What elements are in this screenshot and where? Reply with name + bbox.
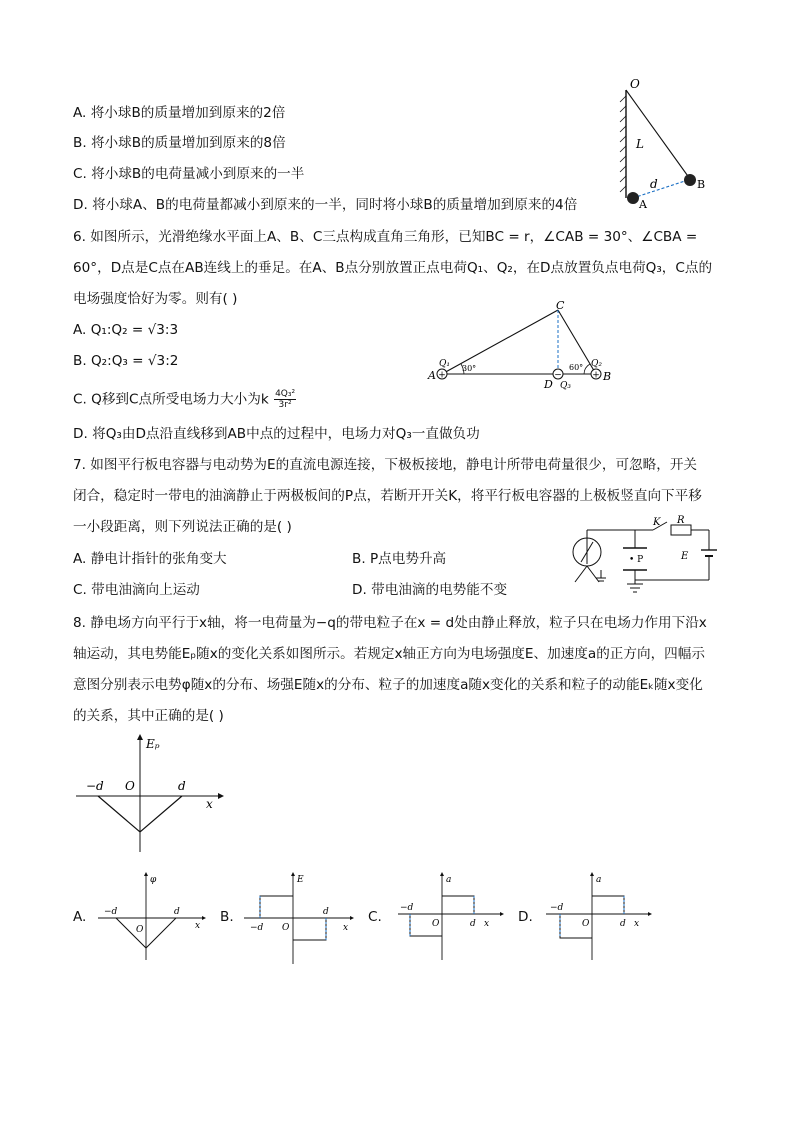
b-e-negative-segment: [293, 918, 326, 940]
q6-stem-line-1: 6. 如图所示，光滑绝缘水平面上A、B、C三点构成直角三角形，已知BC = r，∠CAB = 30°、∠CBA =: [73, 229, 698, 245]
q8-choice-a-letter: A.: [73, 909, 87, 925]
q6-option-a: A. Q₁:Q₂ = √3:3: [73, 322, 179, 338]
d-a-positive-segment: [592, 896, 624, 914]
q5-option-a: A. 将小球B的质量增加到原来的2倍: [73, 105, 286, 121]
ep-x-arrow: [218, 793, 224, 799]
ep-pos-d-label: d: [178, 779, 186, 793]
d-x-label: x: [634, 919, 640, 929]
resistor-r: [671, 525, 691, 535]
b-x-arrow: [350, 916, 354, 920]
q8-ep-graph: [72, 732, 232, 856]
c-x-label: x: [484, 919, 490, 929]
c-y-label: a: [446, 875, 452, 885]
q8-choice-b-letter: B.: [220, 909, 234, 925]
q7-option-c: C. 带电油滴向上运动: [73, 582, 200, 598]
fraction-numerator: 4Q₃²: [275, 389, 296, 399]
q7-option-b: B. P点电势升高: [352, 551, 447, 567]
q7-stem-line-3: 一小段距离，则下列说法正确的是( ): [73, 519, 292, 535]
d-neg-d-label: −d: [550, 903, 564, 913]
d-y-label: a: [596, 875, 602, 885]
point-d-label: D: [544, 378, 553, 391]
point-c-label: C: [556, 300, 565, 312]
string-line: [626, 90, 690, 179]
ball-a-label: A: [639, 198, 647, 210]
q8-choice-d-letter: D.: [518, 909, 533, 925]
point-a-label: A: [428, 369, 436, 382]
angle-b-label: 60°: [569, 363, 584, 372]
length-l-label: L: [636, 137, 644, 151]
angle-b-arc: [584, 364, 590, 374]
a-y-arrow: [144, 872, 148, 876]
resistor-r-label: R: [677, 515, 685, 526]
q7-stem-line-1: 7. 如图平行板电容器与电动势为E的直流电源连接，下极板接地，静电计所带电荷量很少，可忽略，开关: [73, 457, 698, 473]
b-y-arrow: [291, 872, 295, 876]
q7-stem-line-2: 闭合，稳定时一带电的油滴静止于两极板间的P点，若断开开关K，将平行板电容器的上极板竖直向下平移: [73, 488, 702, 504]
ep-y-arrow: [137, 734, 143, 740]
a-pos-d-label: d: [174, 907, 180, 917]
ball-a: [627, 192, 639, 204]
q7-option-d: D. 带电油滴的电势能不变: [352, 582, 508, 598]
q8-choice-d-graph: [542, 870, 658, 962]
d-pos-d-label: d: [620, 919, 626, 929]
c-neg-d-label: −d: [400, 903, 414, 913]
q5-option-d: D. 将小球A、B的电荷量都减小到原来的一半，同时将小球B的质量增加到原来的4倍: [73, 197, 578, 213]
charge-a-sign: +: [438, 370, 446, 381]
q5-pendulum-figure: [608, 76, 718, 210]
charge-b-sign: +: [592, 370, 600, 381]
ball-b-label: B: [697, 178, 706, 191]
q6-triangle-figure: [424, 300, 614, 392]
point-p-label: • P: [629, 555, 644, 565]
c-origin-label: O: [432, 919, 440, 929]
q8-stem-line-1: 8. 静电场方向平行于x轴，将一电荷量为−q的带电粒子在x = d处由静止释放，粒子只在电场力作用下沿x: [73, 615, 707, 631]
q6-option-b: B. Q₂:Q₃ = √3:2: [73, 353, 179, 369]
a-x-label: x: [195, 921, 201, 931]
d-x-arrow: [648, 912, 652, 916]
q8-choice-c-graph: [394, 870, 510, 962]
d-y-arrow: [590, 872, 594, 876]
a-origin-label: O: [136, 925, 144, 935]
q7-circuit-figure: [563, 514, 723, 598]
q6-option-c-fraction: [274, 389, 296, 410]
a-neg-d-label: −d: [104, 907, 118, 917]
q6-stem-line-3: 电场强度恰好为零。则有( ): [73, 291, 238, 307]
c-x-arrow: [500, 912, 504, 916]
q6-stem-line-2: 60°，D点是C点在AB连线上的垂足。在A、B点分别放置正点电荷Q₁、Q₂，在D点放置负点电荷Q₃，C点的: [73, 260, 713, 276]
q8-stem-line-2: 轴运动，其电势能Eₚ随x的变化关系如图所示。若规定x轴正方向为电场强度E、加速度a的正方向，四幅示: [73, 646, 705, 662]
q2-label: Q₂: [591, 359, 602, 369]
q7-option-a: A. 静电计指针的张角变大: [73, 551, 227, 567]
q8-choice-b-graph: [240, 870, 356, 966]
d-origin-label: O: [582, 919, 590, 929]
q8-choice-a-graph: [94, 870, 210, 962]
q5-option-c: C. 将小球B的电荷量减小到原来的一半: [73, 166, 305, 182]
a-y-label: φ: [150, 875, 157, 885]
q6-option-c: [73, 389, 296, 410]
side-ac: [442, 310, 558, 374]
charge-d-sign: −: [554, 370, 562, 381]
c-y-arrow: [440, 872, 444, 876]
b-e-positive-segment: [260, 896, 293, 918]
q6-option-c-text: C. Q移到C点所受电场力大小为k: [73, 391, 269, 408]
ball-b: [684, 174, 696, 186]
distance-d-label: d: [650, 177, 658, 191]
b-x-label: x: [343, 923, 349, 933]
q8-stem-line-4: 的关系，其中正确的是( ): [73, 708, 224, 724]
a-x-arrow: [202, 916, 206, 920]
b-pos-d-label: d: [323, 907, 329, 917]
ep-y-label: Eₚ: [146, 737, 160, 751]
ep-neg-d-label: −d: [86, 779, 104, 793]
ep-origin-label: O: [125, 779, 135, 793]
b-y-label: E: [297, 875, 304, 885]
point-b-label: B: [603, 370, 612, 383]
electrometer-leg-right: [587, 566, 599, 582]
wall-hatching: [620, 96, 626, 192]
b-neg-d-label: −d: [250, 923, 264, 933]
q1-label: Q₁: [439, 359, 450, 369]
distance-line: [633, 180, 688, 198]
electrometer-leg-left: [575, 566, 587, 582]
q6-option-d: D. 将Q₃由D点沿直线移到AB中点的过程中，电场力对Q₃一直做负功: [73, 426, 480, 442]
switch-k-label: K: [653, 517, 661, 528]
q3-label: Q₃: [560, 381, 571, 391]
emf-e-label: E: [681, 551, 689, 562]
point-o-label: O: [630, 77, 640, 91]
b-origin-label: O: [282, 923, 290, 933]
c-a-positive-segment: [442, 896, 474, 914]
q5-option-b: B. 将小球B的质量增加到原来的8倍: [73, 135, 286, 151]
angle-a-label: 30°: [462, 364, 477, 373]
q8-choice-c-letter: C.: [368, 909, 382, 925]
q8-stem-line-3: 意图分别表示电势φ随x的分布、场强E随x的分布、粒子的加速度a随x变化的关系和粒子的动能Eₖ随x变化: [73, 677, 703, 693]
c-pos-d-label: d: [470, 919, 476, 929]
ep-x-label: x: [206, 797, 213, 811]
fraction-denominator: 3r²: [278, 400, 292, 410]
